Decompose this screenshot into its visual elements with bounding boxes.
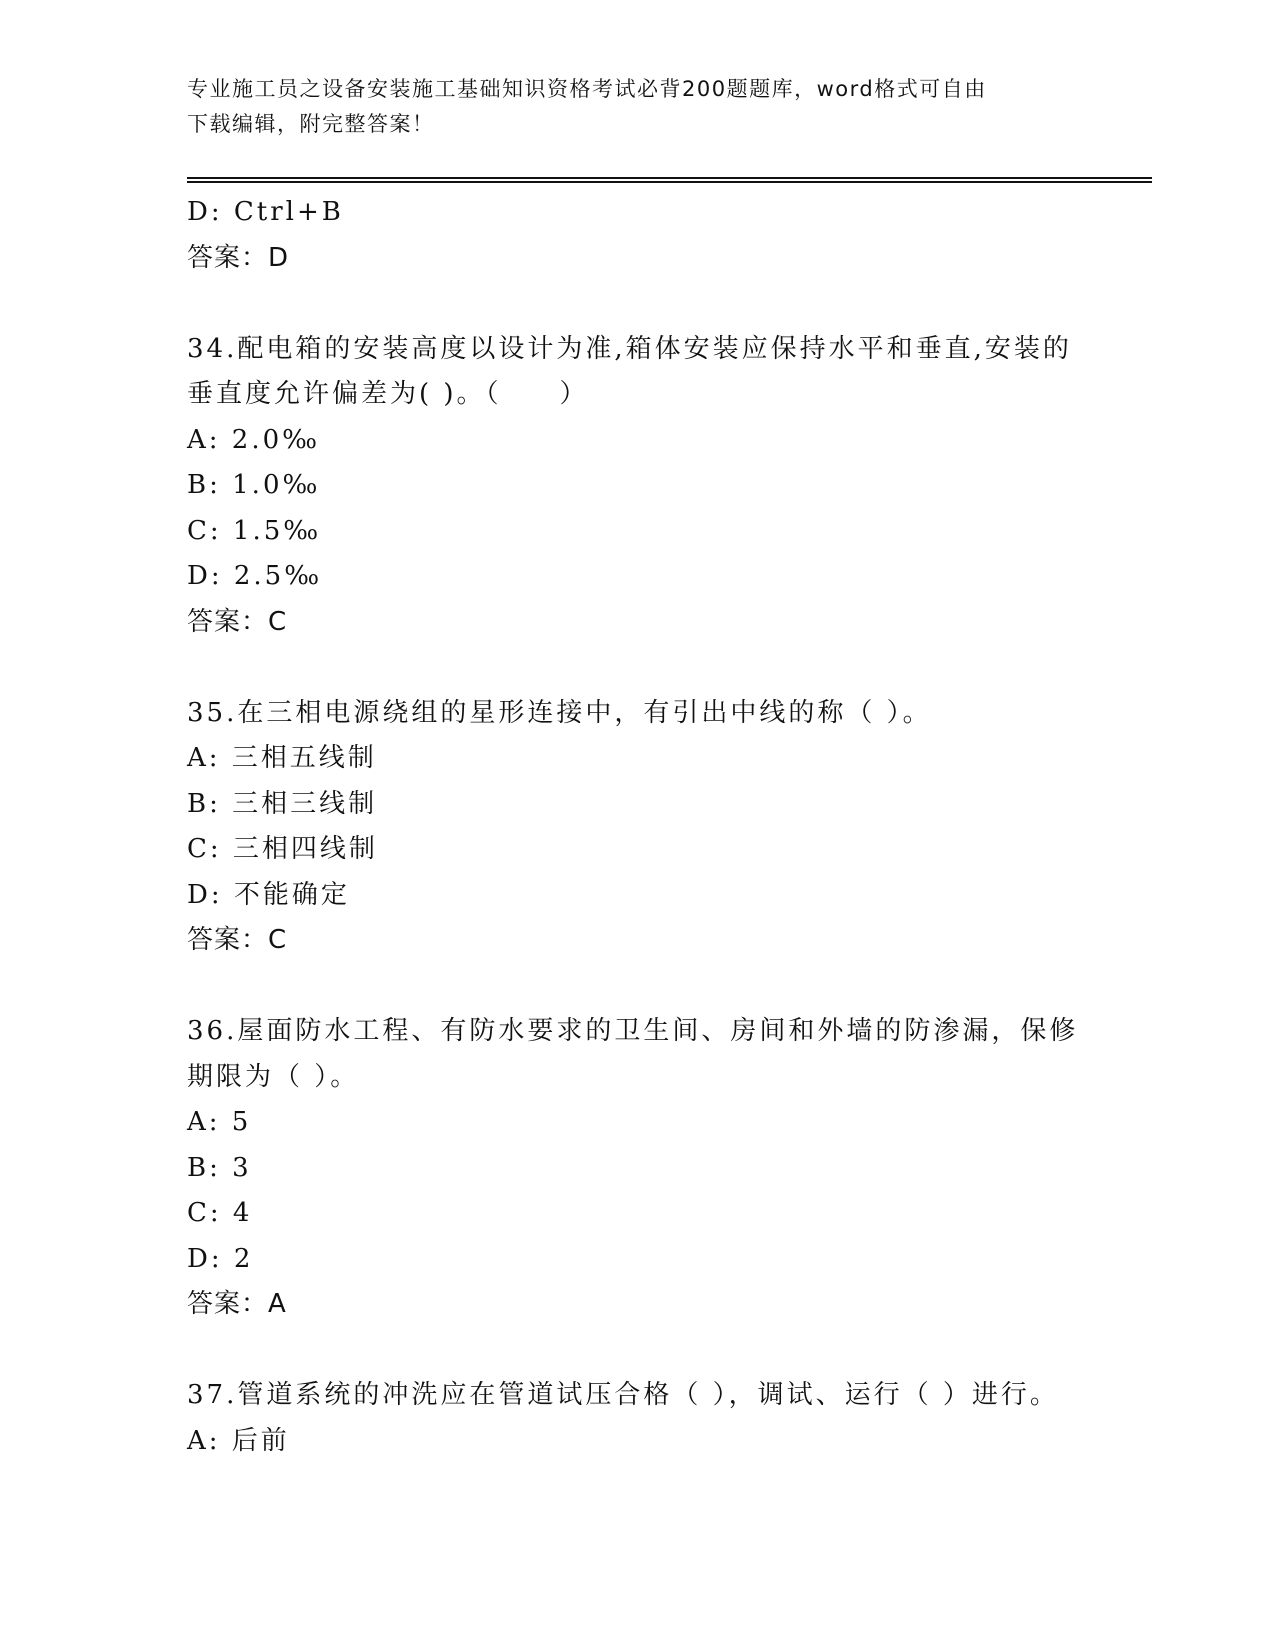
option-c: C: 三相四线制 (187, 834, 378, 864)
question-37 (187, 1373, 1107, 1464)
header-divider-bottom (187, 181, 1152, 183)
question-list (187, 190, 1107, 1464)
option-b: B: 3 (187, 1152, 252, 1183)
option-d: D: 2.5‰ (187, 561, 323, 591)
option-a: A: 2.0‰ (187, 424, 321, 455)
spacer (187, 281, 1107, 327)
spacer (187, 1328, 1107, 1374)
header-title-line-2: 下载编辑，附完整答案！ (187, 112, 435, 136)
question-text-line-1: 36.屋面防水工程、有防水要求的卫生间、房间和外墙的防渗漏，保修 (187, 1016, 1079, 1046)
option-d: D: 2 (187, 1243, 254, 1274)
option-c: C: 1.5‰ (187, 515, 322, 546)
question-text-line-1: 35.在三相电源绕组的星形连接中，有引出中线的称（ ）。 (187, 697, 932, 728)
option-a: A: 后前 (187, 1425, 290, 1456)
option-a: A: 5 (187, 1107, 252, 1137)
option-a: A: 三相五线制 (187, 743, 377, 773)
previous-question-tail (187, 190, 1107, 281)
question-text-line-1: 34.配电箱的安装高度以设计为准,箱体安装应保持水平和垂直,安装的 (187, 333, 1072, 364)
question-35 (187, 691, 1107, 964)
header-divider-top (187, 177, 1152, 179)
answer-line: 答案：D (187, 242, 290, 273)
question-text-line-1: 37.管道系统的冲洗应在管道试压合格（ ），调试、运行（ ）进行。 (187, 1380, 1059, 1410)
answer-line: 答案：C (187, 925, 288, 955)
question-text-line-2: 期限为（ ）。 (187, 1061, 360, 1092)
option-d: D: 不能确定 (187, 879, 350, 910)
question-34 (187, 327, 1107, 646)
option-b: B: 三相三线制 (187, 788, 378, 819)
question-text-line-2: 垂直度允许偏差为( )。（ ） (187, 379, 589, 409)
header-title-line-1: 专业施工员之设备安装施工基础知识资格考试必背200题题库，word格式可自由 (187, 77, 987, 101)
answer-line: 答案：A (187, 1289, 287, 1319)
spacer (187, 964, 1107, 1010)
answer-line: 答案：C (187, 606, 288, 637)
option-b: B: 1.0‰ (187, 470, 321, 500)
option-c: C: 4 (187, 1198, 253, 1228)
spacer (187, 645, 1107, 691)
option-d: D: Ctrl+B (187, 197, 344, 227)
document-header (187, 72, 1067, 142)
question-36 (187, 1009, 1107, 1328)
